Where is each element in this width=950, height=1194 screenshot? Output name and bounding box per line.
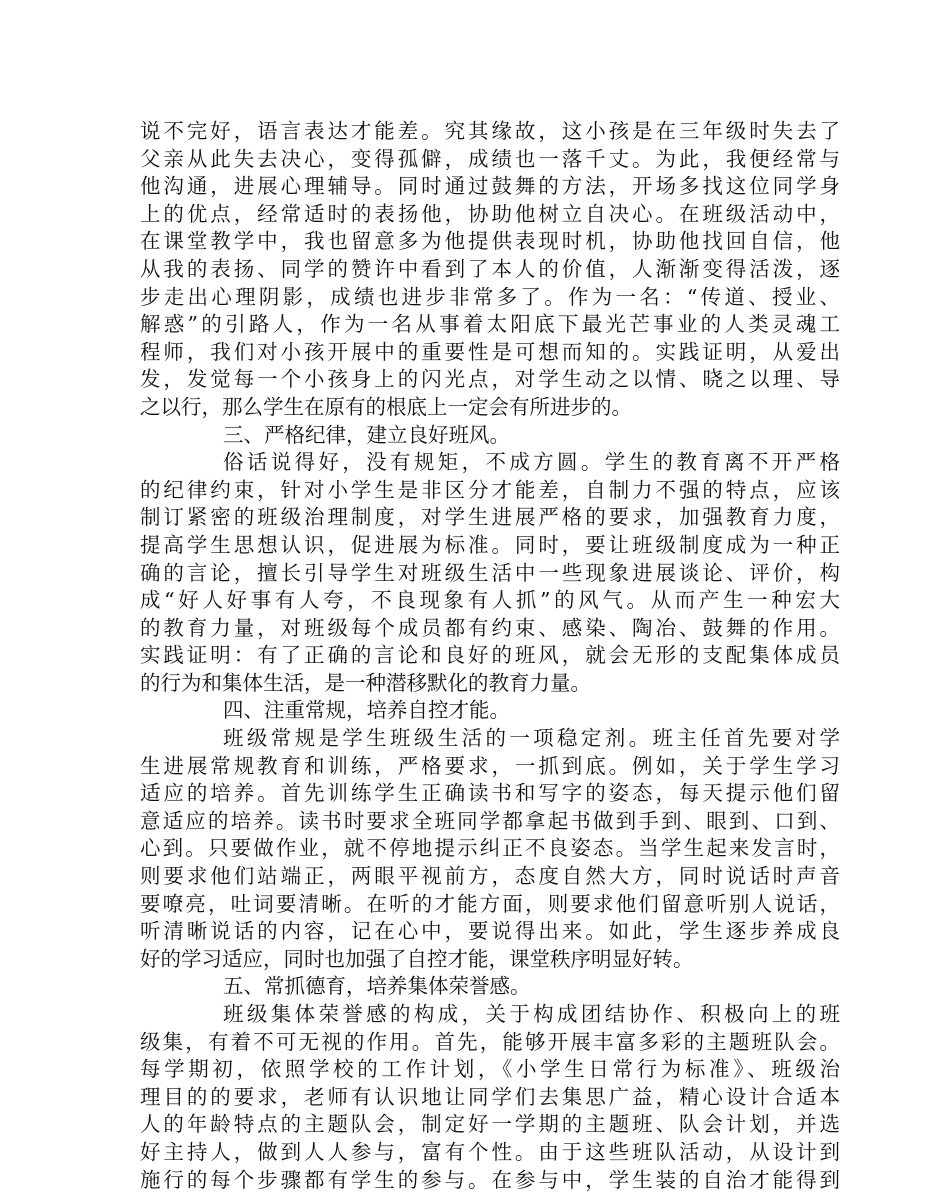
text-line: 步走出心理阴影，成绩也进步非常多了。作为一名：“传道、授业、 — [140, 284, 840, 309]
text-line: 之以行，那么学生在原有的根底上一定会有所进步的。 — [140, 394, 632, 419]
text-line: 级集，有着不可无视的作用。首先，能够开展丰富多彩的主题班队会。 — [140, 1029, 840, 1054]
text-line: 的纪律约束，针对小学生是非区分才能差，自制力不强的特点，应该 — [140, 477, 840, 502]
text-line: 每学期初，依照学校的工作计划，《小学生日常行为标准》、班级治 — [140, 1057, 840, 1082]
text-line: 适应的培养。首先训练学生正确读书和写字的姿态，每天提示他们留 — [140, 781, 840, 806]
section-heading: 五、常抓德育，培养集体荣誉感。 — [223, 974, 531, 999]
text-line: 心到。只要做作业，就不停地提示纠正不良姿态。当学生起来发言时， — [140, 836, 840, 861]
text-line: 成“好人好事有人夸，不良现象有人抓”的风气。从而产生一种宏大 — [140, 588, 840, 613]
text-line: 人的年龄特点的主题队会，制定好一学期的主题班、队会计划，并选 — [140, 1112, 840, 1137]
text-line: 实践证明：有了正确的言论和良好的班风，就会无形的支配集体成员 — [140, 643, 840, 668]
text-line: 从我的表扬、同学的赞许中看到了本人的价值，人渐渐变得活泼，逐 — [140, 256, 840, 281]
text-line: 父亲从此失去决心，变得孤僻，成绩也一落千丈。为此，我便经常与 — [140, 146, 840, 171]
text-line: 在课堂教学中，我也留意多为他提供表现时机，协助他找回自信，他 — [140, 229, 840, 254]
text-line: 班级集体荣誉感的构成，关于构成团结协作、积极向上的班 — [223, 1002, 840, 1026]
text-line: 施行的每个步骤都有学生的参与。在参与中，学生装的自治才能得到 — [140, 1167, 840, 1192]
text-line: 好的学习适应，同时也加强了自控才能，课堂秩序明显好转。 — [140, 946, 694, 971]
text-line: 他沟通，进展心理辅导。同时通过鼓舞的方法，开场多找这位同学身 — [140, 174, 840, 199]
section-heading: 三、严格纪律，建立良好班风。 — [223, 422, 510, 447]
text-line: 制订紧密的班级治理制度，对学生进展严格的要求，加强教育力度， — [140, 505, 840, 530]
text-line: 则要求他们站端正，两眼平视前方，态度自然大方，同时说话时声音 — [140, 864, 840, 889]
text-line: 上的优点，经常适时的表扬他，协助他树立自决心。在班级活动中， — [140, 201, 840, 226]
text-line: 生进展常规教育和训练，严格要求，一抓到底。例如，关于学生学习 — [140, 753, 840, 778]
body-text — [140, 118, 840, 1194]
text-line: 的教育力量，对班级每个成员都有约束、感染、陶冶、鼓舞的作用。 — [140, 615, 840, 640]
text-line: 确的言论，擅长引导学生对班级生活中一些现象进展谈论、评价，构 — [140, 560, 840, 585]
text-line: 提高学生思想认识，促进展为标准。同时，要让班级制度成为一种正 — [140, 532, 840, 557]
text-line: 发，发觉每一个小孩身上的闪光点，对学生动之以情、晓之以理、导 — [140, 367, 840, 392]
text-line: 好主持人，做到人人参与，富有个性。由于这些班队活动，从设计到 — [140, 1139, 840, 1164]
text-line: 俗话说得好，没有规矩，不成方圆。学生的教育离不开严格 — [223, 450, 840, 475]
text-line: 听清晰说话的内容，记在心中，要说得出来。如此，学生逐步养成良 — [140, 919, 840, 944]
text-line: 班级常规是学生班级生活的一项稳定剂。班主任首先要对学 — [223, 726, 840, 751]
text-line: 理目的的要求，老师有认识地让同学们去集思广益，精心设计合适本 — [140, 1084, 840, 1109]
section-heading: 四、注重常规，培养自控才能。 — [223, 698, 510, 723]
text-line: 说不完好，语言表达才能差。究其缘故，这小孩是在三年级时失去了 — [140, 119, 840, 143]
text-line: 程师，我们对小孩开展中的重要性是可想而知的。实践证明，从爱出 — [140, 339, 840, 364]
text-line: 意适应的培养。读书时要求全班同学都拿起书做到手到、眼到、口到、 — [140, 808, 840, 833]
text-line: 的行为和集体生活，是一种潜移默化的教育力量。 — [140, 670, 591, 695]
text-line: 要嘹亮，吐词要清晰。在听的才能方面，则要求他们留意听别人说话， — [140, 891, 840, 916]
text-line: 解惑”的引路人，作为一名从事着太阳底下最光芒事业的人类灵魂工 — [140, 312, 840, 337]
